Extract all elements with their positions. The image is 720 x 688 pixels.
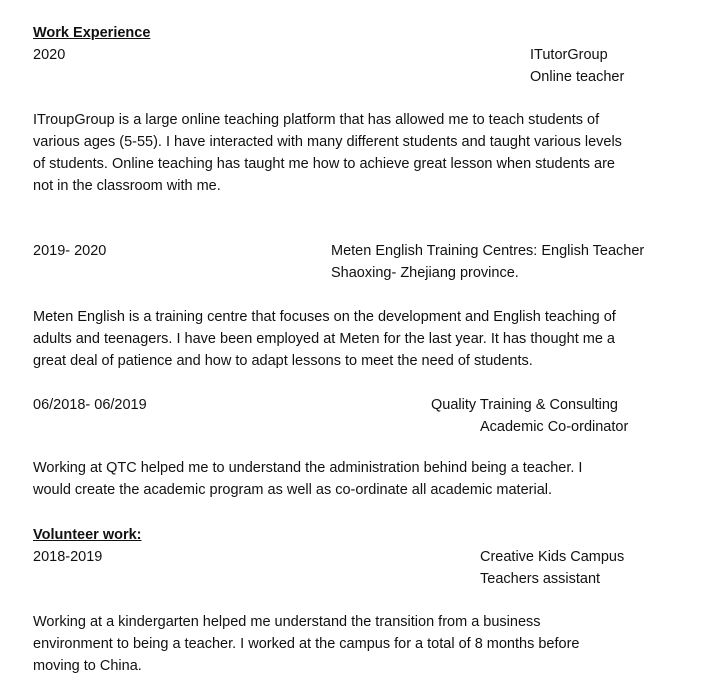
entry-date: 2020: [33, 47, 66, 63]
entry-date: 2018-2019: [33, 549, 103, 565]
description-line: would create the academic program as well as co-ordinate all academic material.: [33, 482, 553, 498]
description-line: moving to China.: [33, 658, 142, 674]
description-line: adults and teenagers. I have been employed at Meten for the last year. It has thought me a: [33, 331, 615, 347]
entry-organization: [431, 394, 637, 438]
job-title: Online teacher: [530, 69, 625, 85]
organization-name: Creative Kids Campus: [480, 549, 625, 565]
organization-name: ITutorGroup: [530, 47, 608, 63]
entry-date: 06/2018- 06/2019: [33, 397, 147, 413]
entry-description: [33, 109, 673, 197]
job-title: Academic Co-ordinator: [480, 419, 629, 435]
description-line: various ages (5-55). I have interacted with many different students and taught various levels: [33, 134, 622, 150]
entry-organization: [331, 240, 644, 284]
description-line: of students. Online teaching has taught me how to achieve great lesson when students are: [33, 156, 615, 172]
entry-description: [33, 306, 673, 372]
volunteer-work-heading: Volunteer work:: [33, 527, 142, 543]
entry-description: [33, 611, 673, 677]
entry-organization: [530, 44, 624, 88]
organization-name: Quality Training & Consulting: [431, 397, 618, 413]
description-line: Working at QTC helped me to understand the administration behind being a teacher. I: [33, 460, 583, 476]
description-line: great deal of patience and how to adapt lessons to meet the need of students.: [33, 353, 533, 369]
organization-location: Shaoxing- Zhejiang province.: [331, 265, 519, 281]
job-title: Teachers assistant: [480, 571, 601, 587]
organization-name: Meten English Training Centres: English Teacher: [331, 243, 645, 259]
description-line: ITroupGroup is a large online teaching platform that has allowed me to teach students of: [33, 112, 600, 128]
description-line: environment to being a teacher. I worked at the campus for a total of 8 months before: [33, 636, 580, 652]
entry-description: [33, 457, 673, 501]
entry-date: 2019- 2020: [33, 243, 107, 259]
description-line: Working at a kindergarten helped me understand the transition from a business: [33, 614, 541, 630]
entry-organization: [480, 546, 624, 590]
description-line: not in the classroom with me.: [33, 178, 221, 194]
work-experience-heading: Work Experience: [33, 25, 151, 41]
description-line: Meten English is a training centre that focuses on the development and English teaching of: [33, 309, 616, 325]
